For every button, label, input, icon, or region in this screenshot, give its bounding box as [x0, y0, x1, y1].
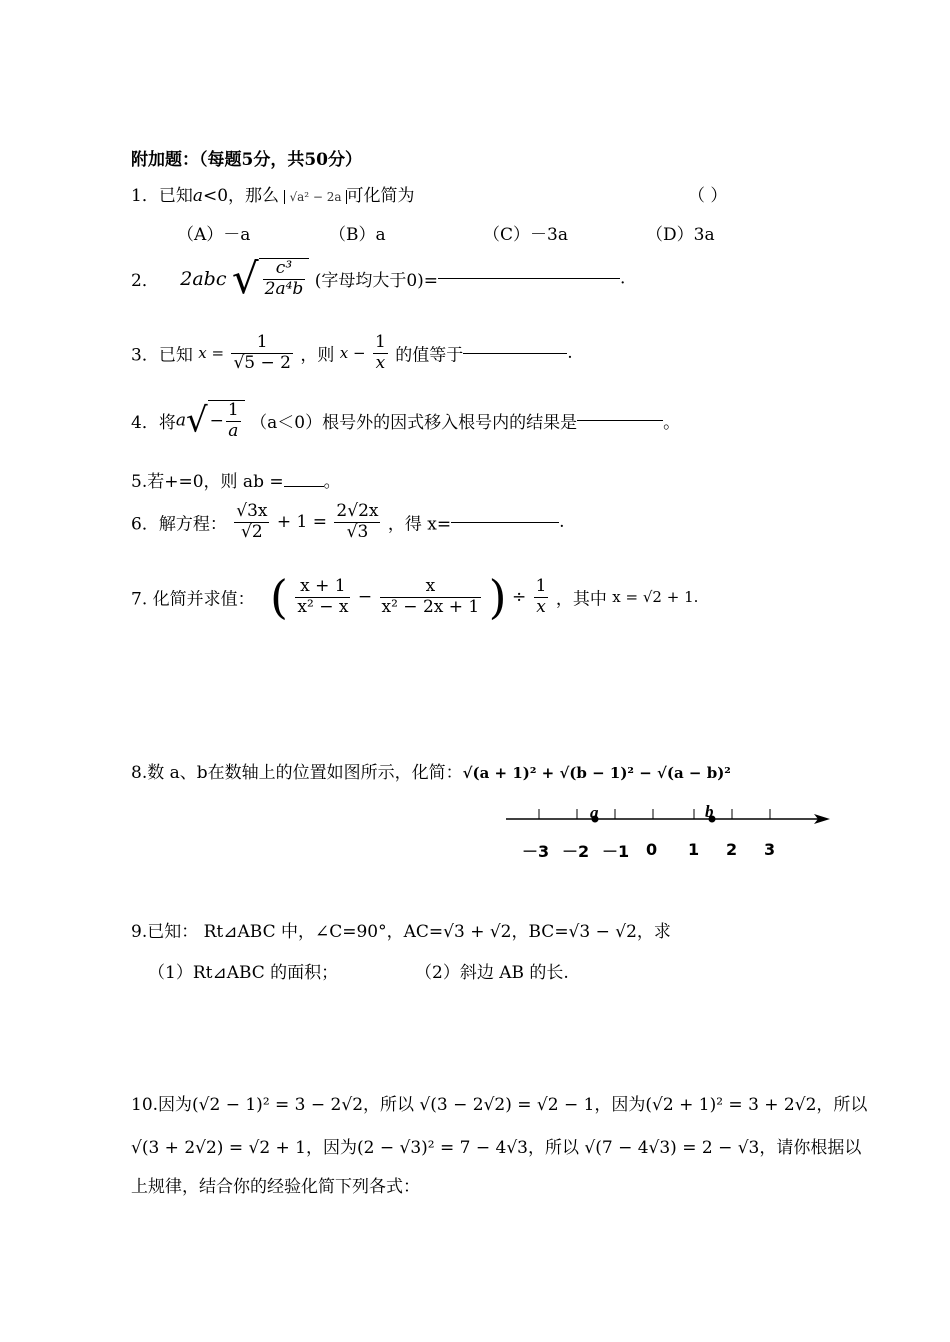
number-line-ticks	[539, 809, 770, 819]
q2-rad-num: c³	[263, 259, 306, 280]
q6-rnum: 2√2x	[336, 501, 379, 521]
q3-x-eq: x =	[198, 344, 225, 363]
q2-radical: √ $\frac{\text{c³}}{\text{2a⁴b}}$	[232, 254, 309, 303]
q2-num: 2．	[131, 271, 159, 291]
number-line	[500, 795, 840, 870]
q6-end: .	[559, 512, 565, 533]
question-9: 9.已知： Rt⊿ABC 中，∠C=90°，AC=√3 + √2，BC=√3 − √2，求	[131, 922, 671, 942]
q3-x-minus: x −	[339, 344, 366, 363]
tick-label: 2	[726, 840, 738, 859]
q7-f3-den: x	[536, 596, 546, 617]
q4-rad-num: 1	[227, 400, 239, 420]
q4-a: a	[175, 410, 186, 431]
q1-answer-paren: （ ）	[688, 186, 728, 206]
q4-minus: −	[209, 411, 224, 432]
question-2	[131, 254, 625, 303]
q7-f1-den: x² − x	[297, 596, 349, 617]
q5-answer-blank	[284, 486, 324, 487]
tick-label: －2	[562, 842, 590, 861]
q1-option-b: （B）a	[329, 225, 386, 245]
q6-answer-blank	[451, 522, 559, 523]
q8-stem: 8.数 a、b在数轴上的位置如图所示，化简：	[131, 763, 463, 783]
q2-tail: (字母均大于0)=	[314, 271, 439, 291]
question-8	[131, 758, 731, 783]
section-header: 附加题：（每题5分，共50分）	[131, 150, 362, 170]
q7-f2-num: x	[380, 577, 482, 598]
q3-frac2-num: 1	[374, 332, 386, 352]
point-b-label: b	[705, 802, 714, 821]
q5-text: 5.若+=0，则 ab =	[131, 472, 284, 492]
q6-lden: √2	[241, 521, 263, 542]
q4-radical: √ − $\frac{1}{a}$	[186, 400, 245, 441]
question-6	[131, 502, 565, 542]
q1-cond: <0，那么	[202, 186, 280, 206]
q1-abs-expression: √a² − 2a	[284, 190, 346, 204]
q2-end: .	[620, 268, 626, 289]
q6-rden: √3	[346, 521, 369, 542]
q5-end: 。	[323, 472, 341, 492]
tick-label: 1	[688, 840, 700, 859]
q4-rad-den: a	[228, 420, 239, 441]
q10-line-3: 上规律，结合你的经验化简下列各式：	[131, 1177, 420, 1197]
point-a-label: a	[590, 803, 599, 822]
q1-var: a	[192, 186, 203, 206]
tick-label: 0	[646, 840, 658, 859]
q7-stem: 7. 化简并求值：	[131, 589, 255, 610]
q9-sub-2: （2）斜边 AB 的长.	[415, 963, 569, 983]
q3-answer-blank	[463, 353, 567, 354]
q4-answer-blank	[577, 420, 663, 421]
q7-f1-num: x + 1	[295, 577, 350, 598]
question-4	[131, 400, 680, 441]
q7-tail: ，其中	[555, 589, 607, 610]
question-7	[131, 570, 698, 624]
q3-end: .	[567, 343, 573, 364]
q2-answer-blank	[438, 278, 620, 279]
q7-f3-num: 1	[535, 575, 547, 596]
question-5	[131, 467, 341, 492]
q7-div: ÷	[512, 587, 527, 607]
question-1	[131, 181, 415, 206]
q1-option-d: （D）3a	[646, 225, 715, 245]
q4-end: 。	[663, 413, 681, 434]
q10-line-2: √(3 + 2√2) = √2 + 1，因为(2 − √3)² = 7 − 4√3，所以 √(7 − 4√3) = 2 − √3，请你根据以	[131, 1138, 862, 1158]
q8-expression: √(a + 1)² + √(b − 1)² − √(a − b)²	[462, 764, 731, 782]
q6-plus: + 1 =	[276, 512, 328, 533]
q7-cond: x = √2 + 1.	[612, 588, 699, 606]
q7-minus: −	[357, 587, 373, 607]
q2-coef: 2abc	[180, 267, 227, 290]
q1-option-a: （A）－a	[177, 225, 251, 245]
q7-f2-den: x² − 2x + 1	[381, 596, 480, 617]
q1-tail: 可化简为	[346, 186, 415, 206]
q6-tail: ，得 x=	[387, 514, 452, 535]
q3-stem: 3．已知	[131, 345, 193, 366]
tick-label: －3	[522, 842, 550, 861]
q3-frac-num: 1	[231, 333, 293, 354]
q3-frac-den: √5 − 2	[233, 352, 291, 373]
tick-label: －1	[602, 842, 630, 861]
q2-rad-den: 2a⁴b	[264, 278, 304, 299]
q3-frac2-den: x	[375, 352, 386, 373]
q6-stem: 6．解方程：	[131, 514, 227, 535]
q1-option-c: （C）－3a	[483, 225, 568, 245]
q4-cond: （a＜0）根号外的因式移入根号内的结果是	[250, 413, 578, 434]
q10-line-1: 10.因为(√2 − 1)² = 3 − 2√2，所以 √(3 − 2√2) = √2 − 1，因为(√2 + 1)² = 3 + 2√2，所以	[131, 1095, 868, 1115]
q6-lnum: √3x	[236, 501, 268, 521]
tick-label: 3	[764, 840, 776, 859]
q1-stem: 1．已知	[131, 186, 193, 206]
q3-mid: ，则	[300, 345, 335, 366]
q7-left-paren: (	[270, 570, 288, 624]
question-3	[131, 333, 573, 373]
q7-right-paren: )	[488, 570, 507, 624]
q3-tail: 的值等于	[395, 345, 464, 366]
q9-sub-1: （1）Rt⊿ABC 的面积；	[148, 963, 339, 983]
q4-stem: 4．将	[131, 413, 176, 434]
